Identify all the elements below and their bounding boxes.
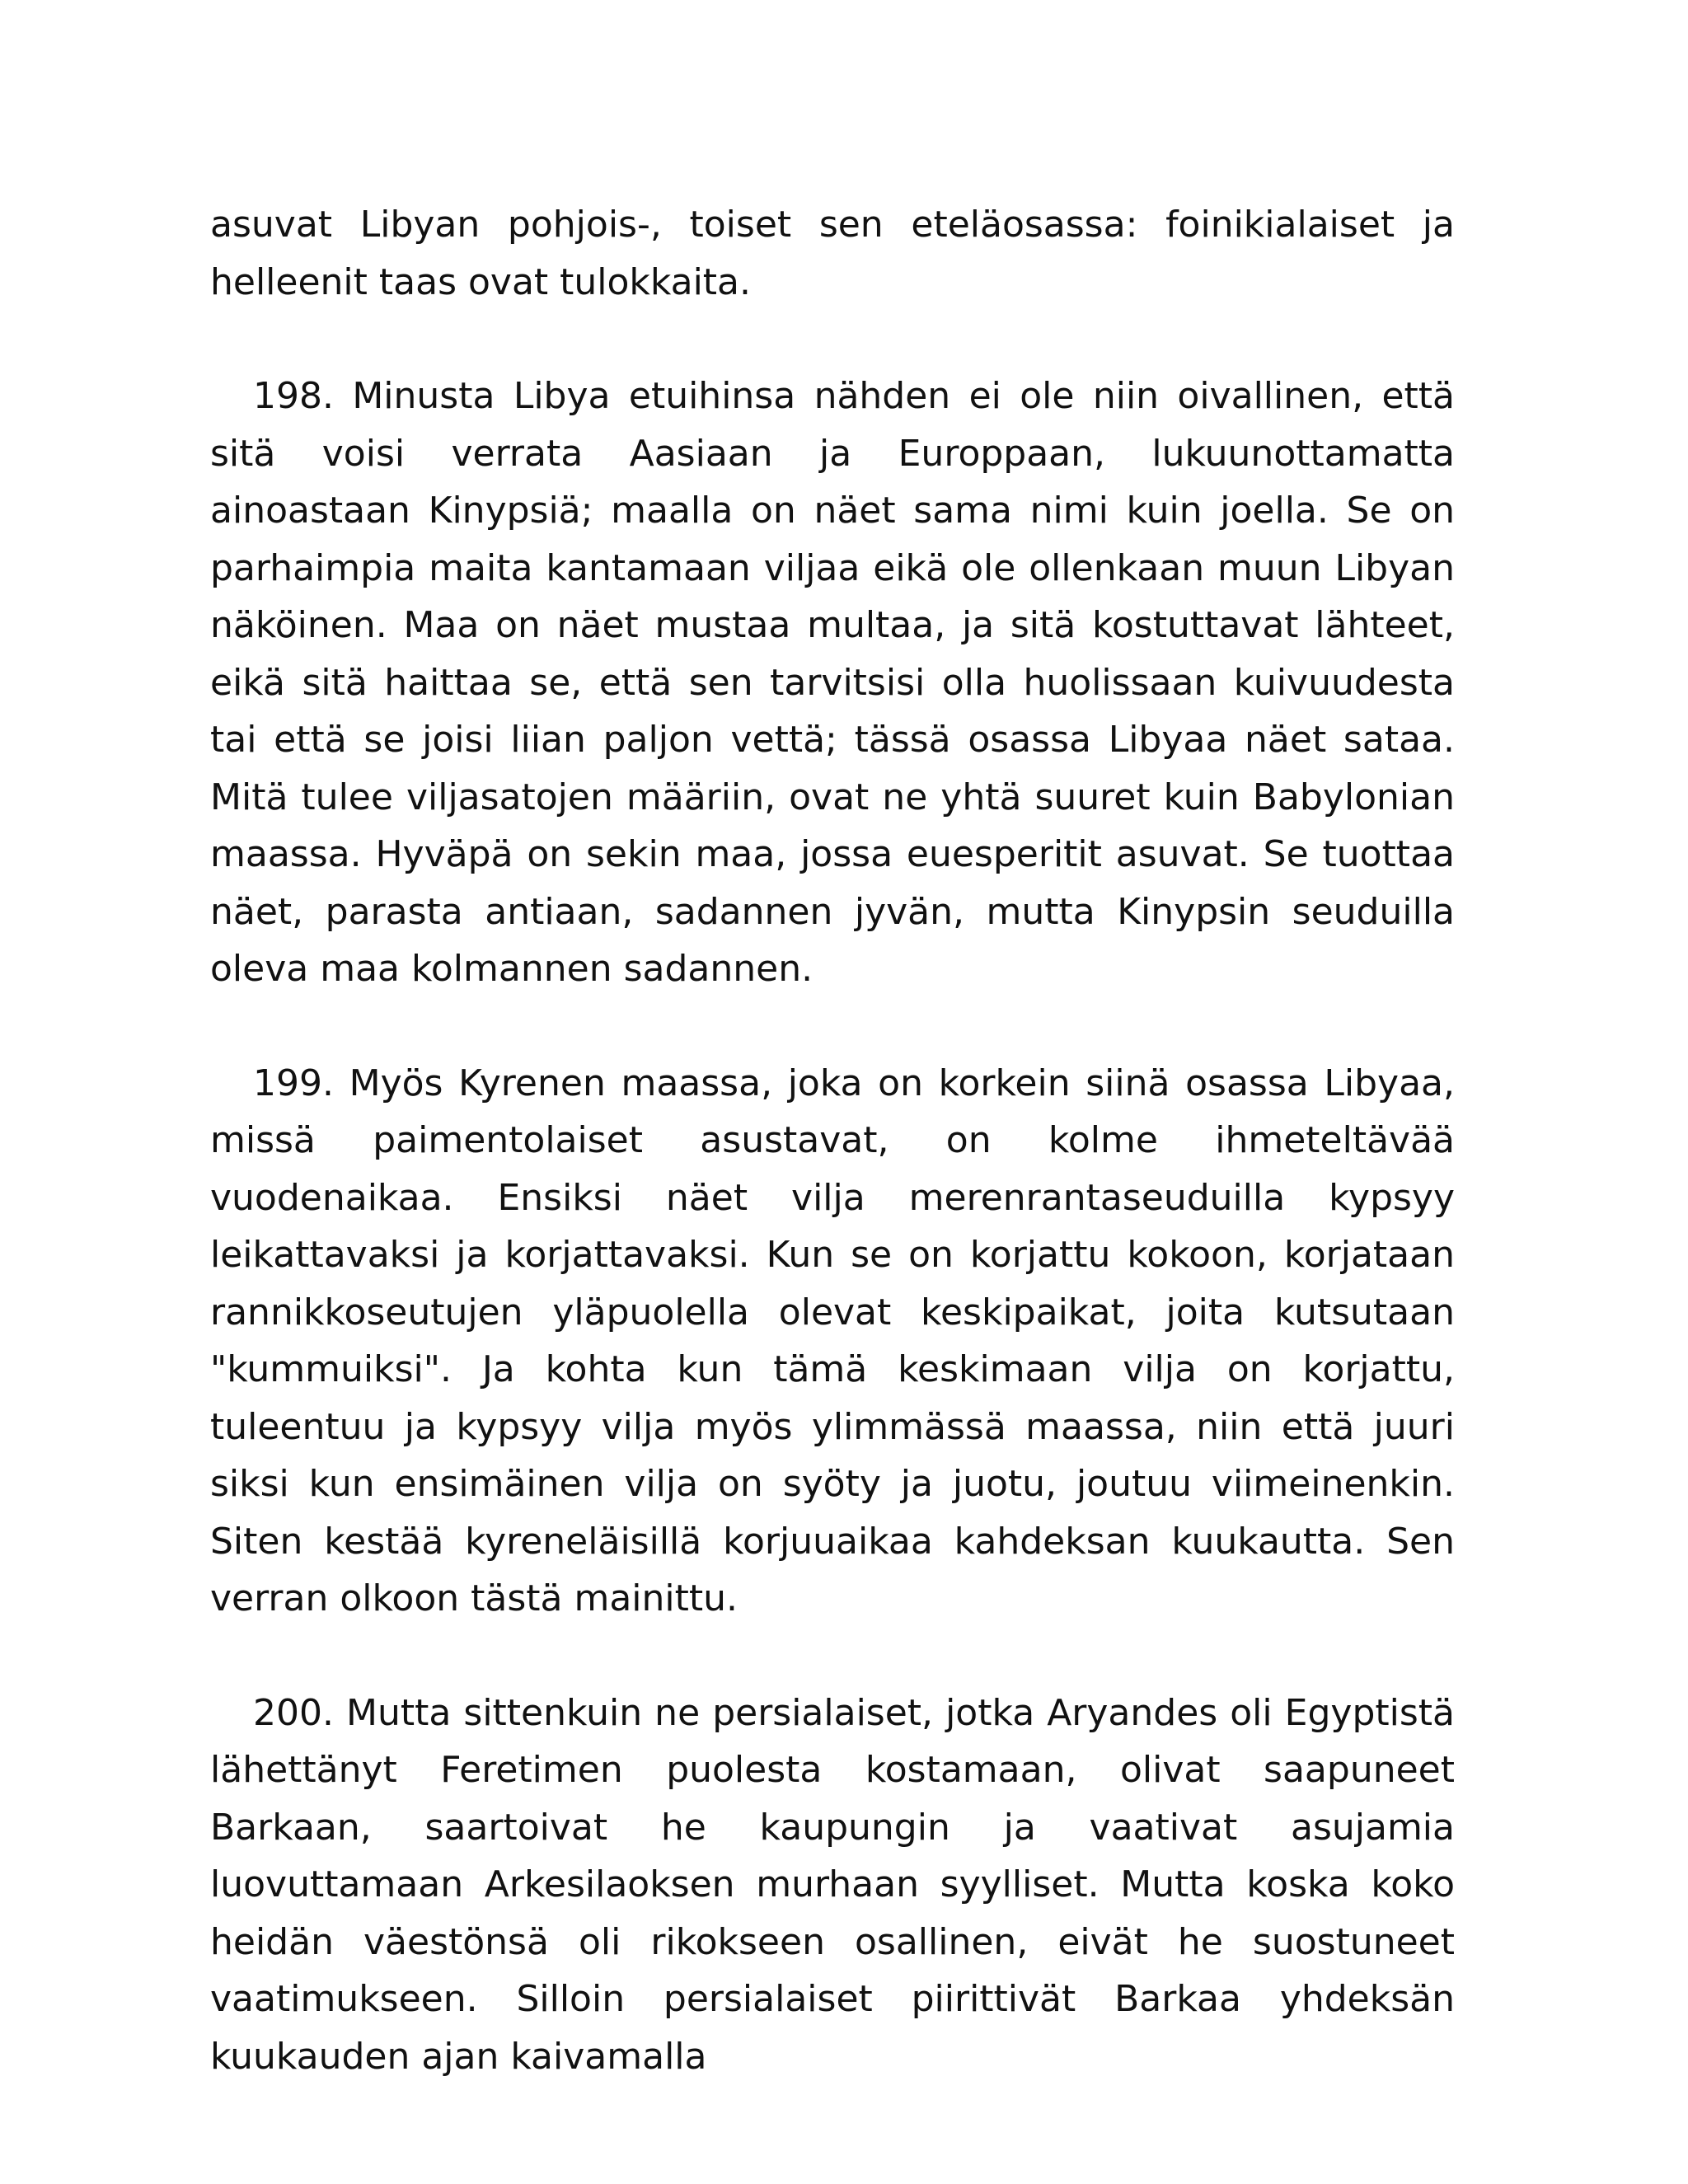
- text-column: [210, 196, 1455, 2142]
- paragraph-198: 198. Minusta Libya etuihinsa nähden ei ole niin oivallinen, että sitä voisi verrata Aasiaan ja Europpaan, lukuunottamatta ainoastaan Kinypsiä; maalla on näet sama nimi kuin joella. Se on parhaimpia maita kantamaan viljaa eikä ole ollenkaan muun Libyan näköinen. Maa on näet mustaa multaa, ja sitä kostuttavat lähteet, eikä sitä haittaa se, että sen tarvitsisi olla huolissaan kuivuudesta tai että se joisi liian paljon vettä; tässä osassa Libyaa näet sataa. Mitä tulee viljasatojen määriin, ovat ne yhtä suuret kuin Babylonian maassa. Hyväpä on sekin maa, jossa euesperitit asuvat. Se tuottaa näet, parasta antiaan, sadannen jyvän, mutta Kinypsin seuduilla oleva maa kolmannen sadannen.: [210, 375, 1455, 990]
- paragraph-200: 200. Mutta sittenkuin ne persialaiset, jotka Aryandes oli Egyptistä lähettänyt Feretimen puolesta kostamaan, olivat saapuneet Barkaan, saartoivat he kaupungin ja vaativat asujamia luovuttamaan Arkesilaoksen murhaan syylliset. Mutta koska koko heidän väestönsä oli rikokseen osallinen, eivät he suostuneet vaatimukseen. Silloin persialaiset piirittivät Barkaa yhdeksän kuukauden ajan kaivamalla: [210, 1691, 1455, 2078]
- paragraph-continuation: asuvat Libyan pohjois-, toiset sen eteläosassa: foinikialaiset ja helleenit taas ovat tulokkaita.: [210, 204, 1455, 303]
- paragraph-199: 199. Myös Kyrenen maassa, joka on korkein siinä osassa Libyaa, missä paimentolaiset asustavat, on kolme ihmeteltävää vuodenaikaa. Ensiksi näet vilja merenrantaseuduilla kypsyy leikattavaksi ja korjattavaksi. Kun se on korjattu kokoon, korjataan rannikkoseutujen yläpuolella olevat keskipaikat, joita kutsutaan "kummuiksi". Ja kohta kun tämä keskimaan vilja on korjattu, tuleentuu ja kypsyy vilja myös ylimmässä maassa, niin että juuri siksi kun ensimäinen vilja on syöty ja juotu, joutuu viimeinenkin. Siten kestää kyreneläisillä korjuuaikaa kahdeksan kuukautta. Sen verran olkoon tästä mainittu.: [210, 1062, 1455, 1619]
